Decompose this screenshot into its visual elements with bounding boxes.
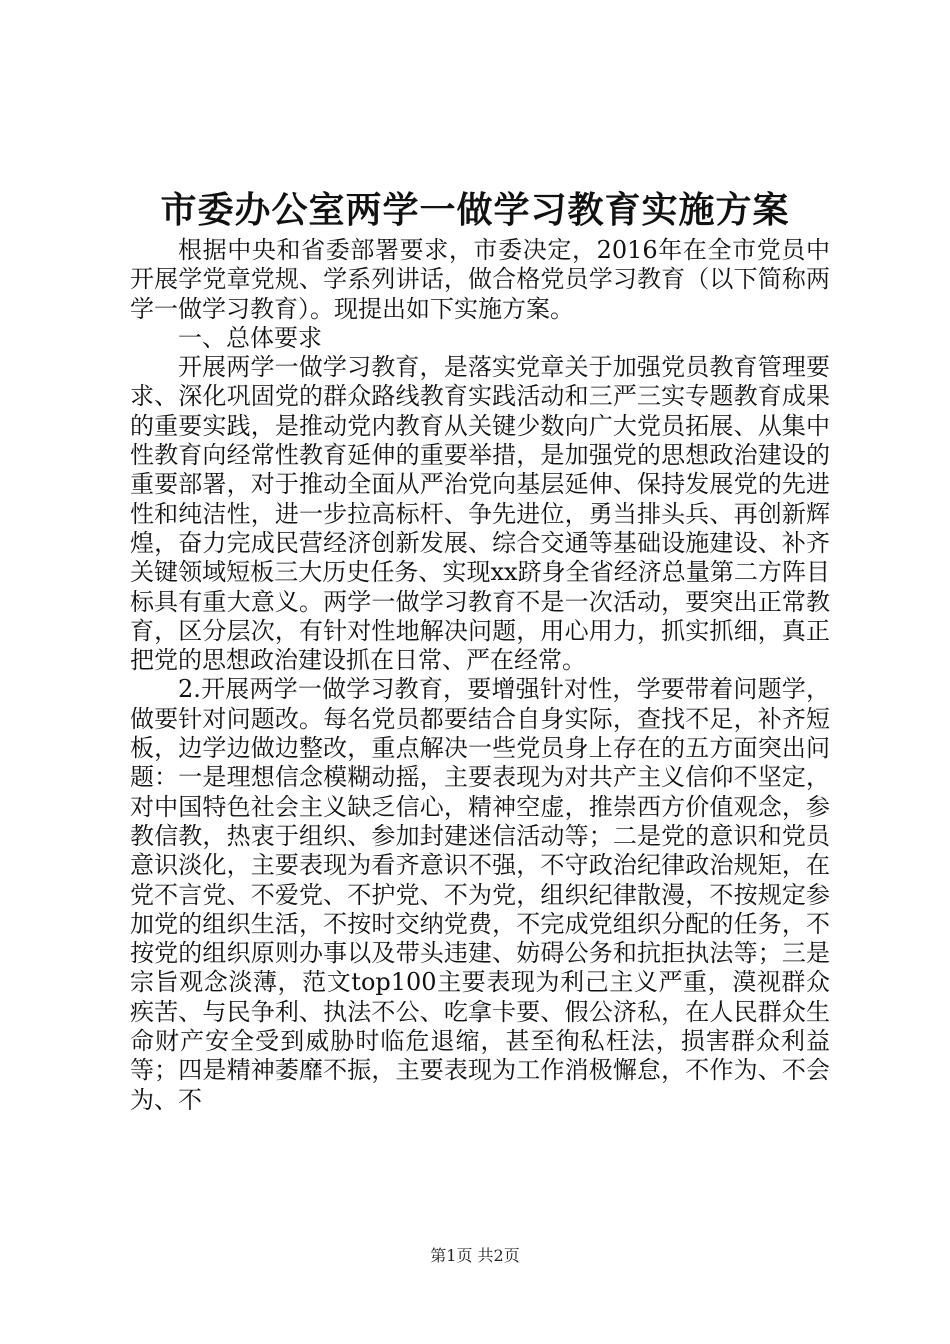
section-heading-general-requirements: 一、总体要求 <box>178 323 322 352</box>
paragraph-significance: 开展两学一做学习教育，是落实党章关于加强党员教育管理要求、深化巩固党的群众路线教育实践活动和三严三实专题教育成果的重要实践，是推动党内教育从关键少数向广大党员拓展、从集中性教育向经常性教育延伸的重要举措，是加强党的思想政治建设的重要部署，对于推动全面从严治党向基层延伸、保持发展党的先进性和纯洁性，进一步拉高标杆、争先进位，勇当排头兵、再创新辉煌，奋力完成民营经济创新发展、综合交通等基础设施建设、补齐关键领域短板三大历史任务、实现xx跻身全省经济总量第二方阵目标具有重大意义。两学一做学习教育不是一次活动，要突出正常教育，区分层次，有针对性地解决问题，用心用力，抓实抓细，真正把党的思想政治建设抓在日常、严在经常。 <box>130 353 830 675</box>
paragraph-problems: 2.开展两学一做学习教育，要增强针对性，学要带着问题学，做要针对问题改。每名党员都要结合自身实际，查找不足，补齐短板，边学边做边整改，重点解决一些党员身上存在的五方面突出问题：一是理想信念模糊动摇，主要表现为对共产主义信仰不坚定，对中国特色社会主义缺乏信心，精神空虚，推崇西方价值观念，参教信教，热衷于组织、参加封建迷信活动等；二是党的意识和党员意识淡化，主要表现为看齐意识不强，不守政治纪律政治规矩，在党不言党、不爱党、不护党、不为党，组织纪律散漫，不按规定参加党的组织生活，不按时交纳党费，不完成党组织分配的任务，不按党的组织原则办事以及带头违建、妨碍公务和抗拒执法等；三是宗旨观念淡薄，范文top100主要表现为利己主义严重，漠视群众疾苦、与民争利、执法不公、吃拿卡要、假公济私，在人民群众生命财产安全受到威胁时临危退缩，甚至徇私枉法，损害群众利益等；四是精神萎靡不振，主要表现为工作消极懈怠，不作为、不会为、不 <box>130 675 830 1114</box>
paragraph-intro: 根据中央和省委部署要求，市委决定，2016年在全市党员中开展学党章党规、学系列讲话，做合格党员学习教育（以下简称两学一做学习教育）。现提出如下实施方案。 <box>130 236 830 323</box>
document-body <box>130 236 830 1115</box>
document-title: 市委办公室两学一做学习教育实施方案 <box>160 189 790 231</box>
page-number-footer: 第1页 共2页 <box>430 1246 520 1265</box>
